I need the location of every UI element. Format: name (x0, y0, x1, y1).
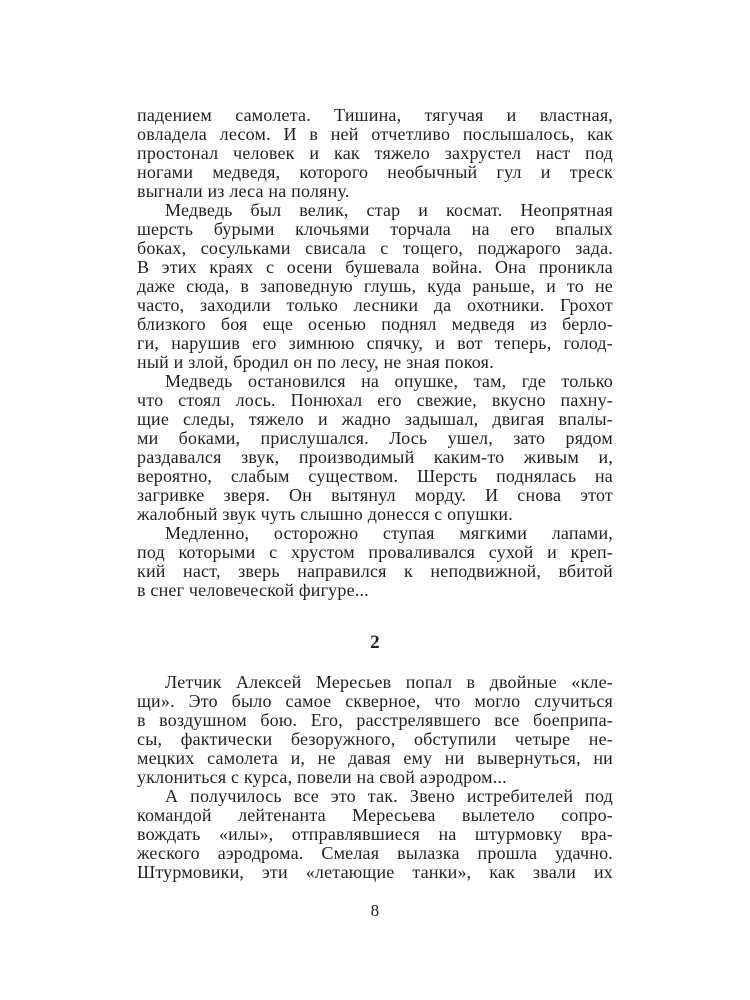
text-line: уклониться с курса, повели на свой аэродром... (137, 767, 507, 787)
section-heading: 2 (370, 632, 380, 653)
text-column (137, 0, 613, 920)
text-line: А получилось все это так. Звено истребителей под (165, 786, 613, 806)
text-line: ногами медведя, которого необычный гул и треск (137, 162, 613, 182)
text-line: падением самолета. Тишина, тягучая и властная, (137, 105, 613, 125)
text-line: сы, фактически безоружного, обступили четыре не- (137, 729, 613, 749)
text-line: в воздушном бою. Его, расстрелявшего все боеприпа- (137, 710, 613, 730)
text-line: даже сюда, в заповедную глушь, куда раньше, и то не (137, 276, 613, 296)
text-line: командой лейтенанта Мересьева вылетело сопро- (137, 805, 613, 825)
text-line: Медленно, осторожно ступая мягкими лапами, (165, 523, 613, 543)
text-line: шерсть бурыми клочьями торчала на его впалых (137, 219, 613, 239)
text-line: ный и злой, бродил он по лесу, не зная покоя. (137, 352, 494, 372)
text-line: Штурмовики, эти «летающие танки», как звали их (137, 862, 613, 882)
text-line: жалобный звук чуть слышно донесся с опушки. (137, 504, 513, 524)
text-line: ми боками, прислушался. Лось ушел, зато рядом (137, 428, 613, 448)
text-line: щие следы, тяжело и жадно задышал, двигая впалы- (137, 409, 613, 429)
text-line: Медведь был велик, стар и космат. Неопрятная (165, 200, 613, 220)
text-line: выгнали из леса на поляну. (137, 181, 350, 201)
text-line: жеского аэродрома. Смелая вылазка прошла удачно. (137, 843, 613, 863)
text-line: боках, сосульками свисала с тощего, поджарого зада. (137, 238, 613, 258)
text-line: загривке зверя. Он вытянул морду. И снова этот (137, 485, 613, 505)
text-line: раздавался звук, производимый каким-то живым и, (137, 447, 613, 467)
text-line: В этих краях с осени бушевала война. Она проникла (137, 257, 613, 277)
paragraph (137, 201, 613, 372)
text-line: вождать «илы», отправлявшиеся на штурмовку вра- (137, 824, 613, 844)
text-line: в снег человеческой фигуре... (137, 580, 369, 600)
text-line: овладела лесом. И в ней отчетливо послышалось, как (137, 124, 613, 144)
paragraph (137, 673, 613, 787)
paragraph (137, 524, 613, 600)
text-line: вероятно, слабым существом. Шерсть поднялась на (137, 466, 613, 486)
text-line: мецких самолета и, не давая ему ни вывернуться, ни (137, 748, 613, 768)
text-line: под которыми с хрустом проваливался сухой и креп- (137, 542, 613, 562)
text-line: Летчик Алексей Мересьев попал в двойные «кле- (165, 672, 613, 692)
text-line: щи». Это было самое скверное, что могло случиться (137, 691, 613, 711)
paragraph (137, 106, 613, 201)
paragraph (137, 787, 613, 882)
text-line: ги, нарушив его зимнюю спячку, и вот теперь, голод- (137, 333, 613, 353)
text-line: Медведь остановился на опушке, там, где только (165, 371, 613, 391)
text-line: часто, заходили только лесники да охотники. Грохот (137, 295, 613, 315)
text-line: что стоял лось. Понюхал его свежие, вкусно пахну- (137, 390, 613, 410)
text-line: кий наст, зверь направился к неподвижной, вбитой (137, 561, 613, 581)
text-line: близкого боя еще осенью поднял медведя из берло- (137, 314, 613, 334)
page-number: 8 (370, 901, 380, 920)
text-line: простонал человек и как тяжело захрустел наст под (137, 143, 613, 163)
paragraph (137, 372, 613, 524)
